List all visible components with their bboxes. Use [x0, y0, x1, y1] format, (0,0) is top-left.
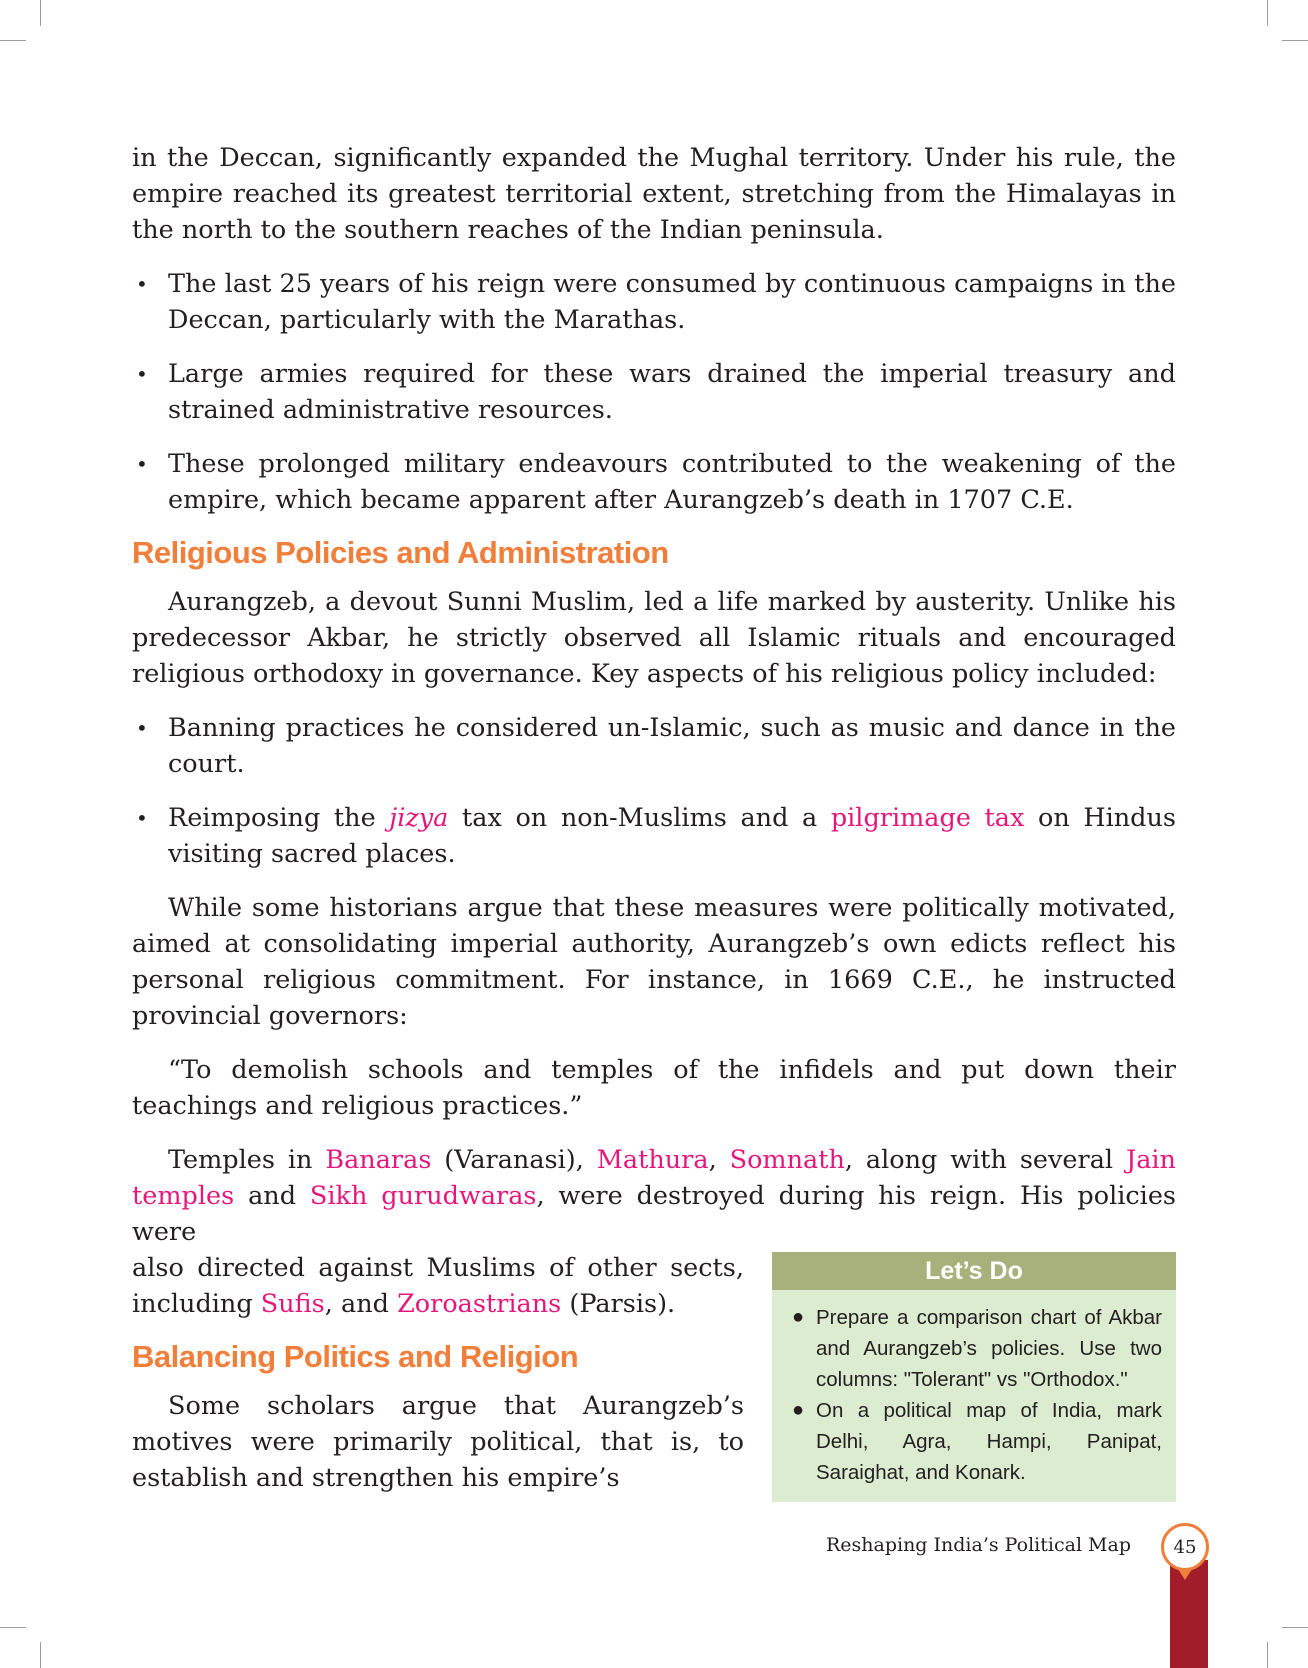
- lets-do-title: Let’s Do: [772, 1252, 1176, 1290]
- banaras-term: Banaras: [325, 1145, 432, 1175]
- list-item: ● On a political map of India, mark Delhi, Agra, Hampi, Panipat, Saraighat, and Konark.: [786, 1395, 1162, 1488]
- jain-temples-term: Jain temples: [132, 1145, 1176, 1211]
- historians-paragraph: While some historians argue that these measures were politically motivated, aimed at consolidating imperial authority, Aurangzeb’s own edicts reflect his personal religious commitment. For instance, in 1669 C.E., he instructed provincial governors:: [132, 893, 1176, 1031]
- bullet-icon: •: [136, 806, 148, 830]
- bullet-icon: ●: [792, 1399, 805, 1421]
- lets-do-box: [772, 1252, 1176, 1502]
- list-item: • Large armies required for these wars drained the imperial treasury and strained administrative resources.: [132, 356, 1176, 428]
- page-content: [132, 140, 1176, 1502]
- balancing-paragraph: Some scholars argue that Aurangzeb’s motives were primarily political, that is, to establish and strengthen his empire’s: [132, 1391, 744, 1493]
- pilgrimage-tax-term: pilgrimage tax: [830, 803, 1025, 833]
- list-item: ● Prepare a comparison chart of Akbar and Aurangzeb’s policies. Use two columns: "Tolerant" vs "Orthodox.": [786, 1302, 1162, 1395]
- religious-bullet-list: [132, 710, 1176, 872]
- lets-do-list: [772, 1290, 1176, 1502]
- sikh-gurudwaras-term: Sikh gurudwaras: [309, 1181, 537, 1211]
- deccan-bullet-list: [132, 266, 1176, 518]
- list-item: • The last 25 years of his reign were consumed by continuous campaigns in the Deccan, particularly with the Marathas.: [132, 266, 1176, 338]
- chapter-title-footer: Reshaping India’s Political Map: [825, 1534, 1131, 1556]
- sufis-term: Sufis: [260, 1289, 325, 1319]
- religious-intro-paragraph: Aurangzeb, a devout Sunni Muslim, led a life marked by austerity. Unlike his predecessor Akbar, he strictly observed all Islamic rituals and encouraged religious orthodoxy in governance. Key aspects of his religious policy included:: [132, 587, 1176, 689]
- crop-mark: [40, 0, 41, 26]
- list-item: • Banning practices he considered un-Islamic, such as music and dance in the court.: [132, 710, 1176, 782]
- left-column: [132, 1250, 744, 1496]
- crop-mark: [0, 1627, 26, 1628]
- crop-mark: [1282, 40, 1308, 41]
- edict-quote: “To demolish schools and temples of the infidels and put down their teachings and religious practices.”: [132, 1055, 1176, 1121]
- intro-paragraph: in the Deccan, significantly expanded the Mughal territory. Under his rule, the empire reached its greatest territorial extent, stretching from the Himalayas in the north to the southern reaches of the Indian peninsula.: [132, 143, 1176, 245]
- temples-paragraph: Temples in Banaras (Varanasi), Mathura, Somnath, along with several Jain temples and Sikh gurudwaras, were destroyed during his reign. His policies were: [132, 1145, 1176, 1247]
- list-item: • Reimposing the jizya tax on non-Muslims and a pilgrimage tax on Hindus visiting sacred places.: [132, 800, 1176, 872]
- zoroastrians-term: Zoroastrians: [397, 1289, 562, 1319]
- crop-mark: [1267, 0, 1268, 26]
- crop-mark: [40, 1642, 41, 1668]
- jizya-term: jizya: [389, 803, 449, 833]
- page-number: 45: [1161, 1523, 1209, 1571]
- crop-mark: [0, 40, 26, 41]
- section-heading-religious: Religious Policies and Administration: [132, 535, 669, 570]
- section-heading-balancing: Balancing Politics and Religion: [132, 1339, 579, 1374]
- somnath-term: Somnath: [729, 1145, 845, 1175]
- crop-mark: [1267, 1642, 1268, 1668]
- bullet-icon: •: [136, 362, 148, 386]
- crop-mark: [1282, 1627, 1308, 1628]
- bullet-icon: •: [136, 272, 148, 296]
- wrap-row: [132, 1250, 1176, 1502]
- list-item: • These prolonged military endeavours contributed to the weakening of the empire, which became apparent after Aurangzeb’s death in 1707 C.E.: [132, 446, 1176, 518]
- mathura-term: Mathura: [596, 1145, 709, 1175]
- bullet-icon: •: [136, 716, 148, 740]
- bullet-icon: •: [136, 452, 148, 476]
- sects-paragraph: also directed against Muslims of other sects, including Sufis, and Zoroastrians (Parsis).: [132, 1253, 744, 1319]
- bullet-icon: ●: [792, 1306, 805, 1328]
